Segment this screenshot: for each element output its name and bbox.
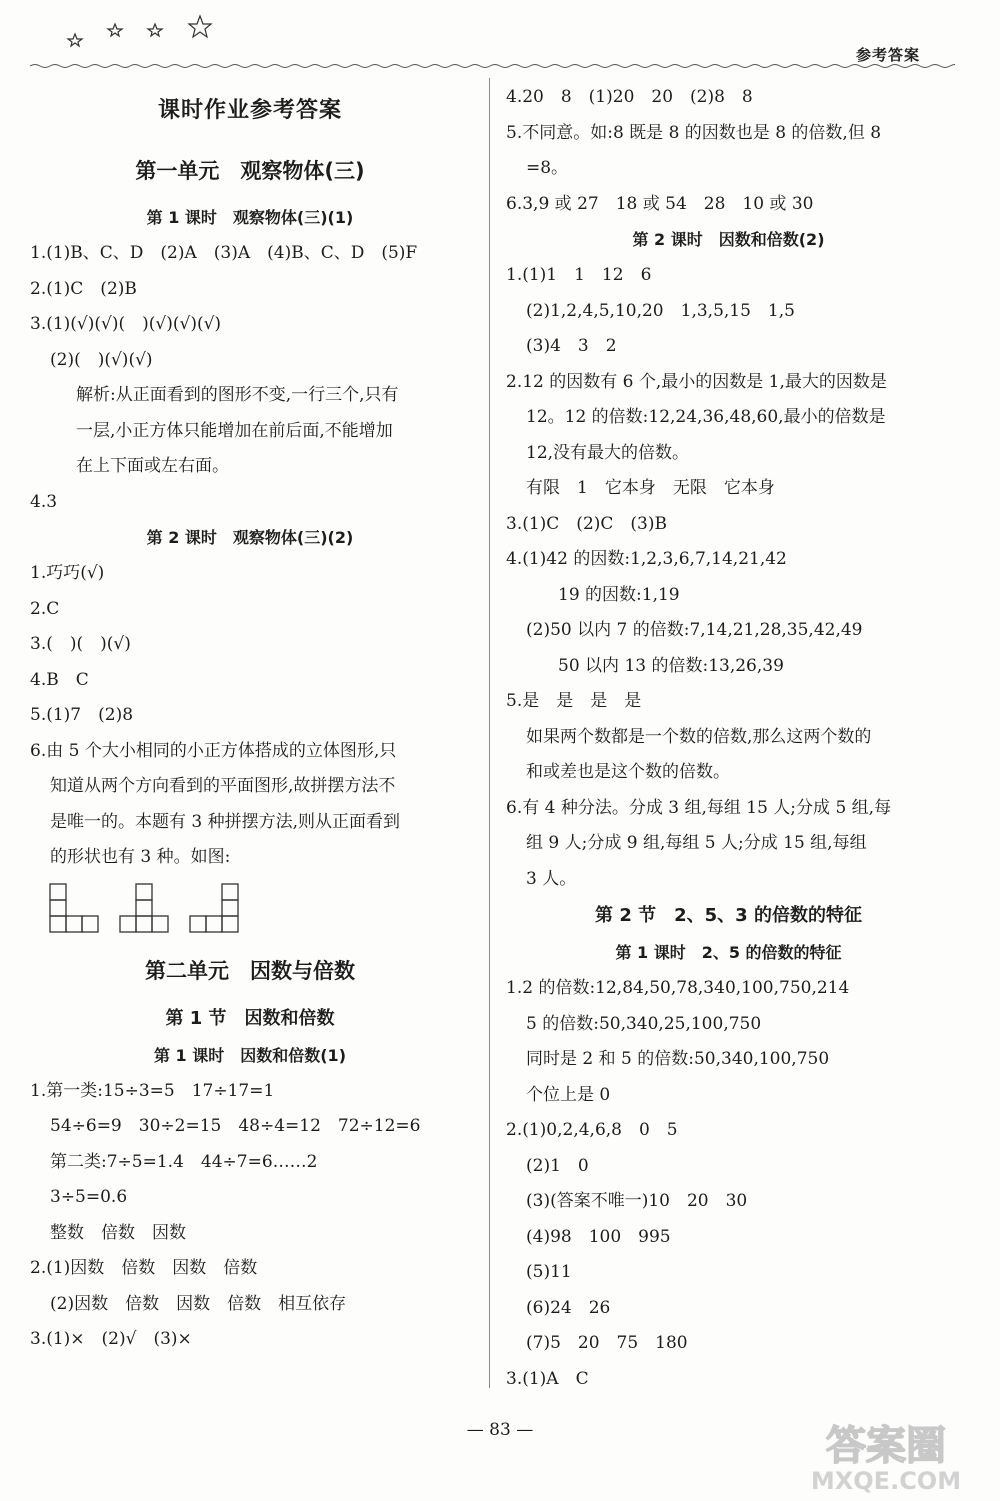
answer-line: 19 的因数:1,19 [558, 584, 680, 605]
answer-line: 3÷5=0.6 [50, 1187, 128, 1207]
answer-line: (2)50 以内 7 的倍数:7,14,21,28,35,42,49 [526, 620, 863, 640]
right-column [506, 80, 951, 1397]
answer-line: 如果两个数都是一个数的倍数,那么这两个数的 [526, 726, 872, 747]
star-icon [189, 16, 211, 37]
answer-line: 50 以内 13 的倍数:13,26,39 [558, 655, 784, 676]
front-view-shapes [48, 882, 248, 938]
answer-line: 2.(1)因数 倍数 因数 倍数 [30, 1258, 258, 1278]
lesson-title: 第 1 课时 观察物体(三)(1) [146, 208, 354, 227]
section-heading: 第 2 节 2、5、3 的倍数的特征 [595, 905, 862, 926]
answer-line: 第二类:7÷5=1.4 44÷7=6……2 [50, 1151, 318, 1172]
main-title: 课时作业参考答案 [157, 98, 342, 123]
page-number: — 83 — [466, 1420, 534, 1440]
section-heading: 第 1 节 因数和倍数 [165, 1007, 335, 1029]
answer-line: (5)11 [526, 1262, 572, 1282]
answer-line: 1.(1)1 1 12 6 [506, 265, 652, 285]
answer-line: 12。12 的倍数:12,24,36,48,60,最小的倍数是 [526, 407, 886, 427]
unit1-title: 第一单元 观察物体(三) [135, 159, 365, 183]
answer-line: 3.(1)(√)(√)( )(√)(√)(√) [30, 314, 222, 334]
analysis-line: 解析:从正面看到的图形不变,一行三个,只有 [76, 385, 399, 405]
answer-line: 3.(1)C (2)C (3)B [506, 513, 667, 534]
answer-line: 4.20 8 (1)20 20 (2)8 8 [506, 87, 753, 107]
answer-line: 知道从两个方向看到的平面图形,故拼摆方法不 [50, 776, 396, 796]
star-icon [68, 34, 82, 46]
answer-line: 4.B C [30, 669, 89, 690]
answer-line: 5.是 是 是 是 [506, 691, 642, 711]
answer-line: 6.由 5 个大小相同的小正方体搭成的立体图形,只 [30, 740, 397, 761]
answer-line: 个位上是 0 [526, 1084, 611, 1105]
figure-2 [136, 884, 152, 900]
unit2-title: 第二单元 因数与倍数 [145, 958, 355, 983]
answer-line: (7)5 20 75 180 [526, 1333, 688, 1353]
answer-line: 12,没有最大的倍数。 [526, 442, 690, 463]
answer-line: 和或差也是这个数的倍数。 [526, 762, 730, 782]
answer-line: 有限 1 它本身 无限 它本身 [526, 478, 775, 498]
answer-line: (2)( )(√)(√) [50, 349, 153, 370]
lesson-title: 第 1 课时 2、5 的倍数的特征 [615, 943, 842, 962]
answer-line: (2)1,2,4,5,10,20 1,3,5,15 1,5 [526, 300, 795, 321]
answer-line: 的形状也有 3 种。如图: [50, 847, 231, 867]
answer-line: (3)4 3 2 [526, 336, 617, 356]
header-wavy-divider [30, 62, 955, 70]
section-title: 参考答案 [855, 46, 920, 64]
answer-line: 2.(1)0,2,4,6,8 0 5 [506, 1120, 678, 1140]
answer-line: 3.( )( )(√) [30, 634, 131, 654]
answer-line: 3 人。 [526, 868, 577, 889]
answer-line: 3.(1)× (2)√ (3)× [30, 1329, 192, 1349]
header-stars-decoration [60, 14, 220, 50]
answer-line: 1.2 的倍数:12,84,50,78,340,100,750,214 [506, 978, 850, 998]
answer-line: 是唯一的。本题有 3 种拼摆方法,则从正面看到 [50, 811, 401, 832]
star-icon [108, 24, 122, 36]
answer-line: 1.巧巧(√) [30, 563, 105, 583]
watermark-url: MXQE.COM [810, 1467, 962, 1495]
answer-line: 1.(1)B、C、D (2)A (3)A (4)B、C、D (5)F [30, 243, 418, 263]
answer-line: 6.3,9 或 27 18 或 54 28 10 或 30 [506, 193, 814, 214]
answer-line: 2.C [30, 598, 60, 619]
lesson-title: 第 2 课时 因数和倍数(2) [632, 230, 825, 249]
answer-line: (2)因数 倍数 因数 倍数 相互依存 [50, 1293, 347, 1314]
watermark-logo [786, 1415, 986, 1495]
answer-line: (2)1 0 [526, 1155, 589, 1176]
answer-line: 4.3 [30, 491, 58, 512]
analysis-line: 一层,小正方体只能增加在前后面,不能增加 [76, 420, 393, 441]
answer-line: 5.不同意。如:8 既是 8 的因数也是 8 的倍数,但 8 [506, 122, 882, 143]
answer-line: 2.(1)C (2)B [30, 278, 137, 299]
figure-1 [50, 884, 66, 900]
answer-line: 组 9 人;分成 9 组,每组 5 人;分成 15 组,每组 [526, 833, 867, 853]
answer-line: (6)24 26 [526, 1297, 611, 1318]
answer-line: 1.第一类:15÷3=5 17÷17=1 [30, 1080, 275, 1101]
answer-line: 6.有 4 种分法。分成 3 组,每组 15 人;分成 5 组,每 [506, 797, 892, 818]
answer-line: 54÷6=9 30÷2=15 48÷4=12 72÷12=6 [50, 1116, 421, 1136]
answer-line: 5 的倍数:50,340,25,100,750 [526, 1013, 762, 1034]
watermark-text: 答案圈 [826, 1423, 946, 1469]
figure-3 [222, 884, 238, 900]
analysis-line: 在上下面或左右面。 [76, 456, 229, 476]
lesson-title: 第 2 课时 观察物体(三)(2) [146, 528, 354, 547]
answer-line: 2.12 的因数有 6 个,最小的因数是 1,最大的因数是 [506, 371, 887, 392]
answer-line: 4.(1)42 的因数:1,2,3,6,7,14,21,42 [506, 549, 787, 569]
column-divider [489, 78, 490, 1388]
star-icon [148, 24, 162, 36]
cube-view-figures [30, 876, 470, 942]
lesson-title: 第 1 课时 因数和倍数(1) [153, 1045, 347, 1065]
left-column [30, 80, 470, 1358]
answer-line: =8。 [526, 158, 569, 178]
answer-line: 同时是 2 和 5 的倍数:50,340,100,750 [526, 1049, 830, 1069]
answer-line: 整数 倍数 因数 [50, 1222, 186, 1243]
answer-line: (3)(答案不唯一)10 20 30 [526, 1191, 748, 1211]
answer-line: (4)98 100 995 [526, 1226, 671, 1247]
answer-line: 3.(1)A C [506, 1368, 589, 1389]
answer-line: 5.(1)7 (2)8 [30, 705, 134, 725]
